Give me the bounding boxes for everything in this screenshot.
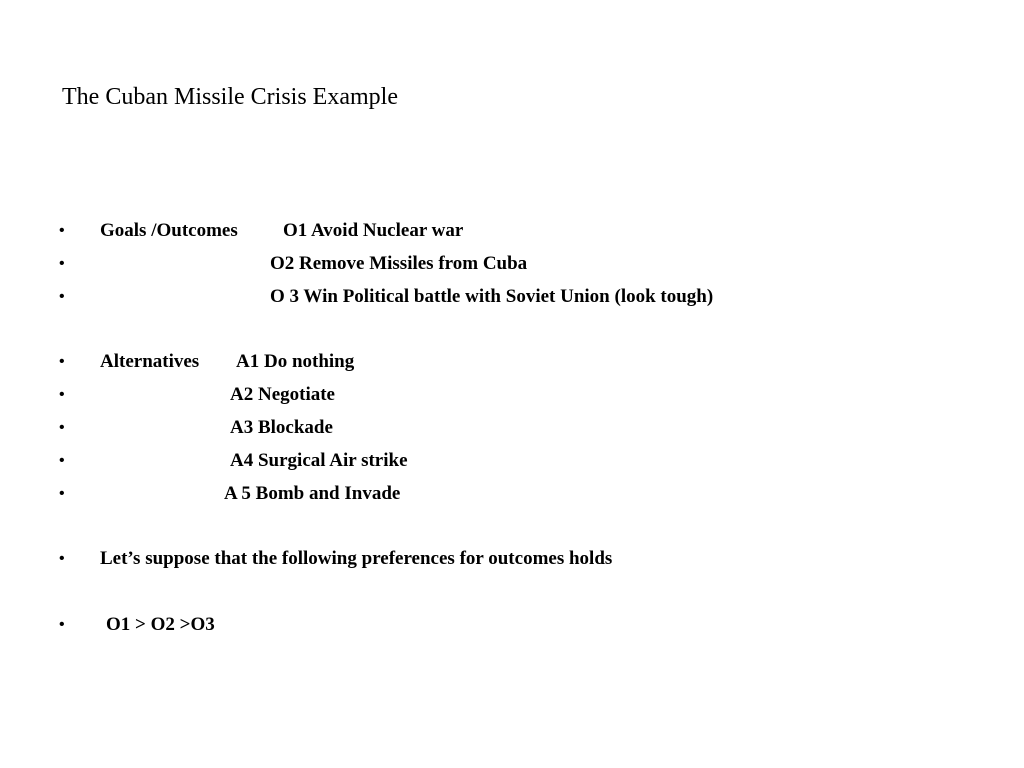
suppose-text: Let’s suppose that the following preferences for outcomes holds bbox=[100, 548, 613, 569]
bullet-icon: • bbox=[59, 288, 65, 305]
outcome-o1: O1 Avoid Nuclear war bbox=[283, 220, 464, 241]
bullet-item-alternative-4 bbox=[0, 448, 1024, 474]
bullet-icon: • bbox=[59, 550, 65, 567]
bullet-item-alternative-3 bbox=[0, 415, 1024, 441]
bullet-item-goals bbox=[0, 218, 1024, 244]
preference-text: O1 > O2 >O3 bbox=[106, 614, 215, 635]
bullet-icon: • bbox=[59, 616, 65, 633]
alternative-a1: A1 Do nothing bbox=[236, 351, 355, 372]
bullet-item-alternative-2 bbox=[0, 382, 1024, 408]
bullet-item-preference bbox=[0, 612, 1024, 638]
bullet-icon: • bbox=[59, 222, 65, 239]
alternative-a4: A4 Surgical Air strike bbox=[230, 450, 408, 471]
bullet-icon: • bbox=[59, 419, 65, 436]
alternatives-label: Alternatives bbox=[100, 351, 200, 372]
bullet-item-alternatives bbox=[0, 349, 1024, 375]
bullet-icon: • bbox=[59, 353, 65, 370]
bullet-item-suppose bbox=[0, 546, 1024, 572]
alternative-a2: A2 Negotiate bbox=[230, 384, 335, 405]
alternative-a3: A3 Blockade bbox=[230, 417, 333, 438]
bullet-item-outcome-3 bbox=[0, 284, 1024, 310]
bullet-icon: • bbox=[59, 485, 65, 502]
bullet-icon: • bbox=[59, 452, 65, 469]
goals-label: Goals /Outcomes bbox=[100, 220, 238, 241]
bullet-item-outcome-2 bbox=[0, 251, 1024, 277]
outcome-o3: O 3 Win Political battle with Soviet Union (look tough) bbox=[270, 286, 714, 307]
alternative-a5: A 5 Bomb and Invade bbox=[224, 483, 401, 504]
slide-title: The Cuban Missile Crisis Example bbox=[62, 84, 398, 110]
outcome-o2: O2 Remove Missiles from Cuba bbox=[270, 253, 528, 274]
bullet-icon: • bbox=[59, 255, 65, 272]
bullet-item-alternative-5 bbox=[0, 481, 1024, 507]
bullet-icon: • bbox=[59, 386, 65, 403]
